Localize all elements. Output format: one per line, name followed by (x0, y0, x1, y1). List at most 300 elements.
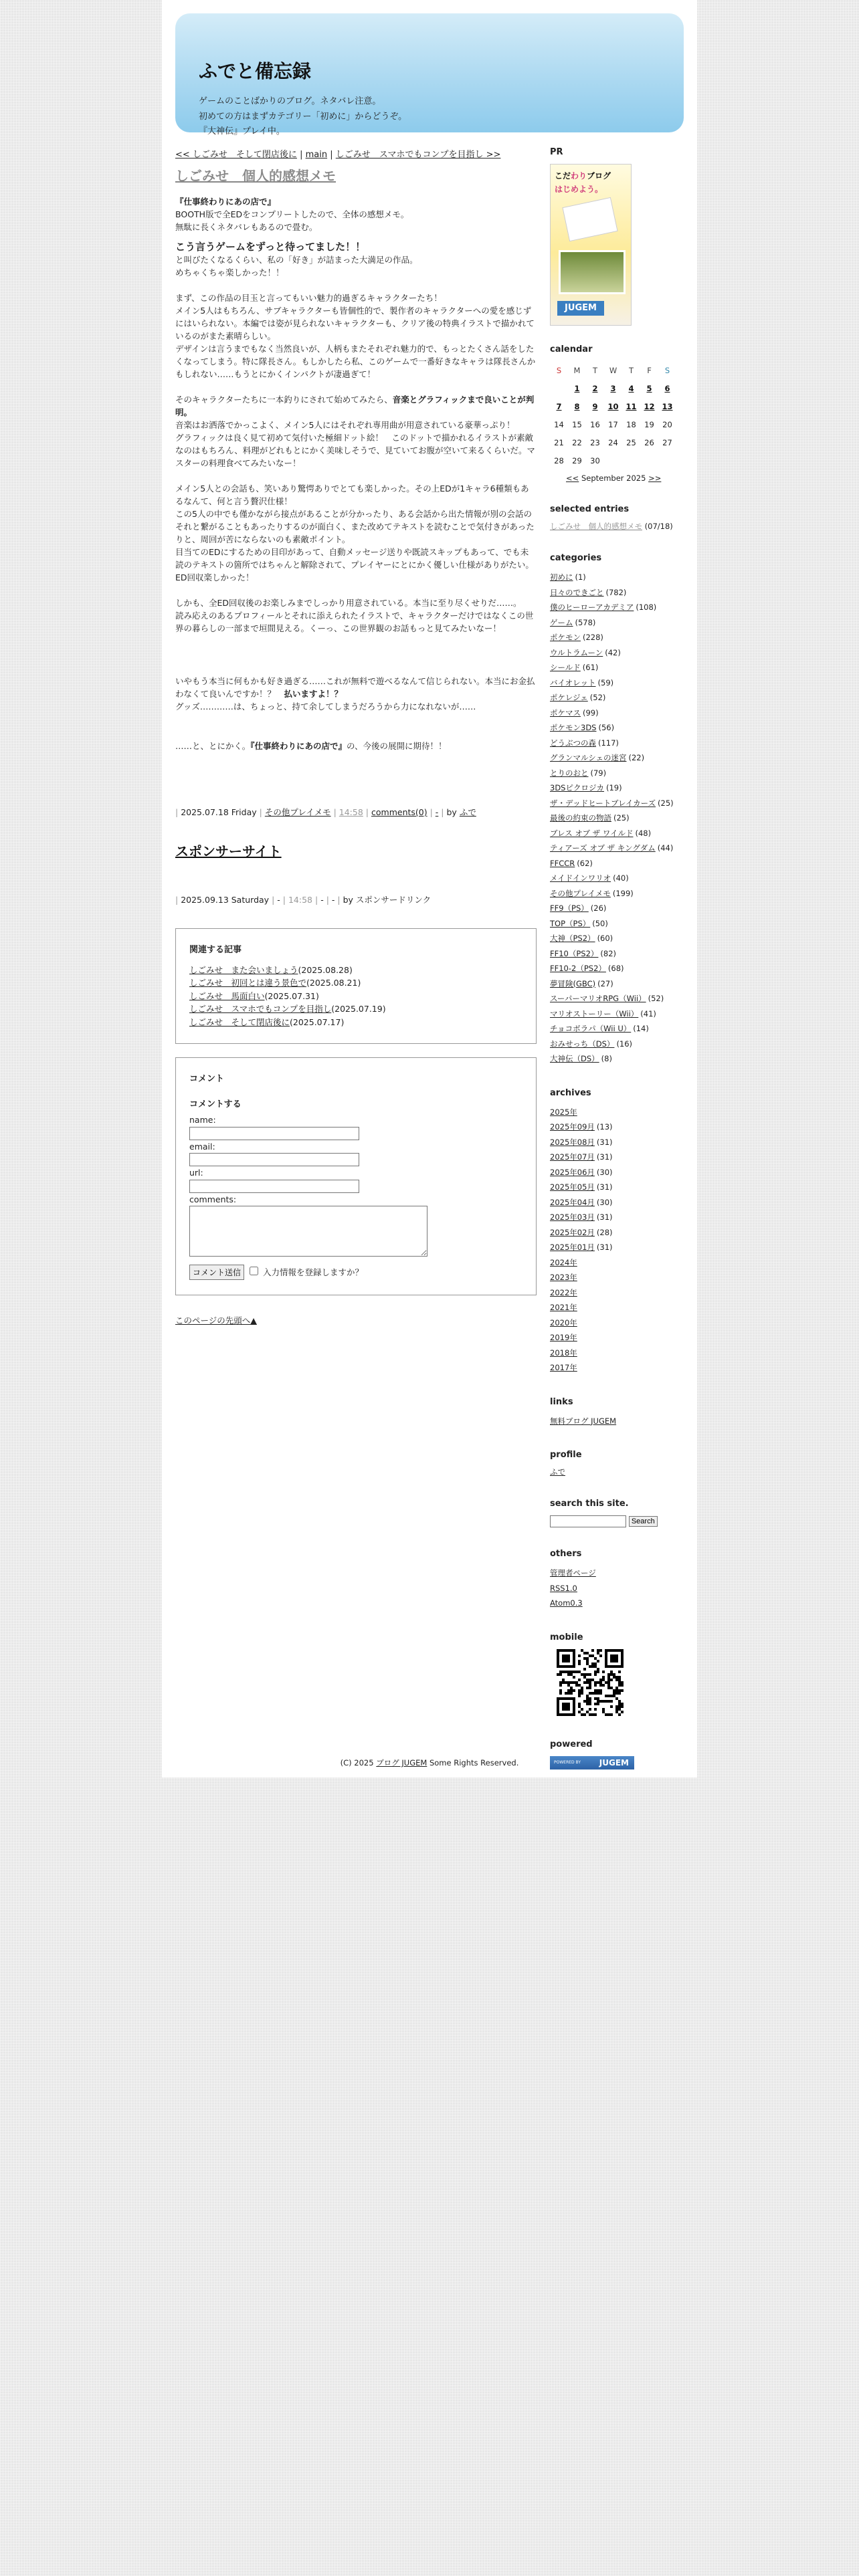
category-link[interactable]: チョコボラパ（Wii U） (550, 1024, 632, 1033)
selected-entries-section (550, 504, 684, 532)
list-item (550, 1360, 684, 1376)
calendar-day-link[interactable]: 11 (626, 401, 637, 411)
category-count: (82) (600, 948, 617, 958)
search-input[interactable] (550, 1515, 626, 1527)
list-item (550, 961, 684, 976)
calendar-weekday: M (573, 365, 581, 375)
category-count: (61) (582, 663, 599, 672)
game-title: 『仕事終わりにあの店で』 (250, 741, 347, 751)
list-item (550, 1330, 684, 1346)
calendar-day (604, 451, 622, 469)
list-item (550, 811, 684, 826)
category-link[interactable]: ザ・デッドヒートブレイカーズ (550, 798, 656, 808)
calendar-day-link[interactable]: 8 (574, 401, 580, 411)
rss-link[interactable]: RSS1.0 (550, 1583, 577, 1593)
archive-link[interactable]: 2025年09月 (550, 1122, 595, 1132)
footer (162, 1757, 697, 1768)
profile-link[interactable]: ふで (550, 1467, 565, 1477)
main-link[interactable]: main (305, 150, 328, 160)
calendar-day-linked (568, 397, 586, 415)
site-description (199, 94, 407, 140)
entry-paragraph (175, 740, 537, 752)
list-item (550, 1225, 684, 1241)
category-link[interactable]: FFCCR (550, 858, 575, 868)
calendar-next-link[interactable]: >> (648, 473, 662, 483)
calendar-day-linked (640, 379, 658, 397)
calendar-section (550, 344, 684, 483)
list-item (550, 1346, 684, 1361)
sponsor-title-link[interactable]: スポンサーサイト (175, 843, 282, 859)
category-link[interactable]: FF10（PS2） (550, 948, 599, 958)
list-item (550, 1119, 684, 1135)
header (175, 13, 684, 136)
category-count: (19) (605, 783, 622, 792)
calendar-weekday: T (592, 365, 598, 375)
category-link[interactable]: バイオレット (550, 677, 596, 687)
calendar-day: 28 (554, 455, 564, 465)
entry-paragraph (175, 195, 537, 233)
category-count: (108) (636, 603, 657, 612)
category-count: (578) (575, 617, 596, 627)
calendar-day: 21 (554, 437, 564, 447)
list-item (550, 946, 684, 962)
list-item (550, 1210, 684, 1225)
archive-link[interactable]: 2025年07月 (550, 1152, 595, 1162)
calendar-day: 18 (626, 419, 636, 429)
game-title: 『仕事終わりにあの店で』 (175, 197, 276, 207)
calendar-day-linked (604, 397, 622, 415)
list-item (550, 1315, 684, 1331)
archive-link[interactable]: 2025年06月 (550, 1167, 595, 1177)
calendar-day (658, 451, 676, 469)
calendar (550, 361, 676, 469)
category-link[interactable]: 夢冒険(GBC) (550, 978, 596, 988)
category-count: (1) (575, 572, 586, 582)
pr-banner[interactable]: こだわりブログ はじめよう。 JUGEM (550, 164, 632, 326)
list-item (550, 1021, 684, 1037)
entry-text: BOOTH版で全EDをコンプリートしたので、全体の感想メモ。 (175, 209, 409, 219)
comment-submit-button[interactable]: コメント送信 (189, 1265, 244, 1280)
pr-heading: PR (550, 147, 563, 157)
calendar-day: 15 (572, 419, 582, 429)
entry-permalink[interactable]: 14:58 (339, 807, 363, 817)
entry-text: めちゃくちゃ楽しかった！！ (175, 267, 284, 278)
category-link[interactable]: おみせっち（DS） (550, 1039, 615, 1049)
comment-section (175, 1057, 537, 1295)
sponsor-title (175, 841, 537, 860)
archive-count: (31) (596, 1243, 613, 1252)
calendar-day-link[interactable]: 2 (592, 383, 598, 393)
entry-text: 無駄に長くネタバレもあるので畳む。 (175, 222, 318, 232)
entry-emphasis: こう言うゲームをずっと待ってました！！ (175, 241, 366, 253)
calendar-weekday: S (664, 365, 670, 375)
calendar-day: 27 (662, 437, 672, 447)
category-count: (27) (597, 978, 613, 988)
remember-label: 入力情報を登録しますか？ (262, 1267, 363, 1277)
related-item (189, 976, 522, 990)
list-item (550, 1285, 684, 1301)
entry-text: そのキャラクターたちに一本釣りにされて始めてみたら、 (175, 395, 393, 405)
archive-count: (30) (596, 1197, 613, 1207)
page (162, 0, 697, 1778)
archive-link[interactable]: 2025年04月 (550, 1197, 595, 1207)
list-item (550, 630, 684, 645)
calendar-day-link[interactable]: 13 (662, 401, 673, 411)
related-date: (2025.07.19) (331, 1004, 386, 1014)
list-item (550, 1051, 684, 1067)
list-item (550, 690, 684, 706)
entry-body (175, 195, 537, 752)
related-item (189, 1016, 522, 1029)
calendar-weekday: T (628, 365, 634, 375)
others-heading: others (550, 1549, 582, 1559)
archives-heading: archives (550, 1087, 591, 1098)
calendar-day-link[interactable]: 5 (646, 383, 652, 393)
footer-rights: Some Rights Reserved. (429, 1758, 519, 1767)
category-count: (52) (589, 693, 606, 702)
calendar-day: 23 (590, 437, 600, 447)
list-item (550, 991, 684, 1006)
next-entry-link[interactable]: しごみせ スマホでもコンプを目指し >> (335, 150, 501, 160)
entry-text: 音楽はお洒落でかっこよく、メイン5人にはそれぞれ専用曲が用意されている豪華っぷり！ グラフィックは良く見て初めて気付いた極細ドット絵！ このドットで描かれるイラストが素敵なのはもちろん、料理がどれもとにかく美味しそうで、見ていてお腹が空いて来るくらいだ。マスターの料理食べてみたいなー！ (175, 420, 536, 468)
category-link[interactable]: スーパーマリオRPG（Wii） (550, 994, 646, 1003)
archive-link[interactable]: 2025年02月 (550, 1227, 595, 1237)
archive-link[interactable]: 2022年 (550, 1287, 577, 1297)
category-count: (40) (613, 873, 629, 883)
entry-title-link[interactable]: しごみせ 個人的感想メモ (175, 168, 336, 184)
list-item (550, 916, 684, 932)
entry-date: 2025.07.18 Friday (181, 807, 257, 817)
related-link[interactable]: しごみせ また会いましょう (189, 964, 298, 975)
list-item (550, 600, 684, 615)
calendar-day-link[interactable]: 12 (644, 401, 655, 411)
archive-link[interactable]: 2024年 (550, 1257, 577, 1267)
calendar-day-link[interactable]: 9 (592, 401, 598, 411)
list-item (550, 1566, 684, 1581)
list-item (550, 1596, 684, 1611)
email-label: email: (189, 1141, 215, 1152)
entry-paragraph: まず、この作品の目玉と言ってもいい魅力的過ぎるキャラクターたち！ メイン5人はもちろん、サブキャラクターも皆個性的で、製作者のキャラクターへの愛を感じずにはいられない。本編では姿が見られないキャラクターも、クリア後の特典イラストで描かれているのがまた素晴らしい。 デザインは言うまでもなく当然良いが、人柄もまたそれぞれ魅力的で、もっとたくさん話をしたくなってしまう。特に隊長さん。もしかしたら私、このゲームで一番好きなキャラは隊長さんかもしれない……もうとにかくインパクトが凄過ぎて！ (175, 293, 536, 379)
list-item (550, 660, 684, 675)
calendar-day: 26 (644, 437, 654, 447)
entry-by: by (446, 807, 457, 817)
list-item (550, 615, 684, 631)
site-description-line: ゲームのことばかりのブログ。ネタバレ注意。 (199, 96, 381, 106)
name-label: name: (189, 1115, 216, 1125)
entry-footer: | 2025.07.18 Friday | その他プレイメモ | 14:58 | comments(0) | - | by ふで (175, 807, 476, 817)
category-link[interactable]: FF10-2（PS2） (550, 964, 606, 973)
category-count: (117) (598, 738, 619, 748)
site-description-line: 初めての方はまずカテゴリー「初めに」からどうぞ。 (199, 111, 407, 122)
entry-paragraph: しかも、全ED回収後のお楽しみまでしっかり用意されている。本当に至り尽くせりだ……。 読み応えのあるプロフィールとそれに添えられたイラストで、キャラクターだけではなくこの世界の暮らしの一部まで垣間見える。くーっ、この世界観のお話もっと見てみたいなー！ (175, 598, 534, 633)
entry-text: いやもう本当に何もかも好き過ぎる……これが無料で遊べるなんて信じられない。本当にお金払わなくて良いんですか！？ (175, 676, 535, 699)
entry-category-link[interactable]: その他プレイメモ (264, 807, 331, 817)
category-link[interactable]: TOP（PS） (550, 918, 591, 928)
list-item (550, 585, 684, 601)
search-section (550, 1499, 684, 1527)
category-count: (8) (601, 1054, 612, 1063)
related-link[interactable]: しごみせ 馬面白い (189, 990, 265, 1001)
sponsor-by: by スポンサードリンク (343, 895, 432, 905)
category-link[interactable]: ウルトラムーン (550, 647, 603, 657)
category-link[interactable]: 大神（PS2） (550, 934, 595, 943)
admin-link[interactable]: 管理者ページ (550, 1568, 596, 1578)
category-link[interactable]: メイドインワリオ (550, 873, 611, 883)
site-description-line: 『大神伝』プレイ中。 (199, 126, 285, 136)
list-item (550, 1150, 684, 1165)
calendar-day-link[interactable]: 3 (610, 383, 616, 393)
category-count: (60) (597, 934, 613, 943)
category-link[interactable]: 初めに (550, 572, 573, 582)
archive-link[interactable]: 2021年 (550, 1303, 577, 1312)
pr-section (550, 147, 684, 326)
calendar-weekday: S (556, 365, 562, 375)
selected-entry-date: (07/18) (644, 522, 673, 531)
related-link[interactable]: しごみせ スマホでもコンプを目指し (189, 1004, 332, 1014)
category-count: (59) (597, 677, 614, 687)
related-date: (2025.08.21) (306, 978, 361, 988)
calendar-day: 20 (662, 419, 672, 429)
calendar-weekday: F (647, 365, 652, 375)
related-item (189, 964, 522, 977)
calendar-day (640, 451, 658, 469)
qr-code-icon (557, 1649, 624, 1716)
category-link[interactable]: 日々のできごと (550, 587, 604, 597)
category-link[interactable]: ポケマス (550, 708, 581, 718)
list-item (550, 720, 684, 736)
calendar-day: 25 (626, 437, 636, 447)
calendar-month: September 2025 (581, 473, 646, 483)
category-count: (16) (616, 1039, 633, 1049)
archive-link[interactable]: 2025年03月 (550, 1212, 595, 1222)
category-count: (22) (628, 753, 645, 762)
list-item (550, 1180, 684, 1195)
comment-form-heading: コメントする (189, 1099, 242, 1109)
calendar-day: 30 (590, 455, 600, 465)
category-count: (25) (613, 813, 630, 823)
pr-photo (559, 250, 626, 294)
categories-heading: categories (550, 553, 602, 563)
archives-section (550, 1088, 684, 1376)
archives-list (550, 1105, 684, 1376)
archive-link[interactable]: 2025年 (550, 1107, 577, 1117)
category-link[interactable]: 大神伝（DS） (550, 1054, 599, 1063)
category-link[interactable]: その他プレイメモ (550, 888, 611, 898)
categories-list (550, 570, 684, 1067)
profile-section (550, 1450, 684, 1477)
category-link[interactable]: シールド (550, 663, 581, 672)
archive-count: (31) (596, 1182, 613, 1192)
calendar-day-link[interactable]: 10 (607, 401, 619, 411)
category-link[interactable]: ブレス オブ ザ ワイルド (550, 828, 634, 838)
category-link[interactable]: ゲーム (550, 617, 573, 627)
archive-link[interactable]: 2025年08月 (550, 1137, 595, 1147)
category-count: (56) (598, 723, 615, 732)
calendar-day: 19 (644, 419, 654, 429)
list-item (550, 1300, 684, 1315)
category-link[interactable]: とりのおと (550, 768, 589, 778)
calendar-prev-link[interactable]: << (566, 473, 579, 483)
profile-heading: profile (550, 1450, 582, 1460)
list-item (550, 1105, 684, 1120)
email-input[interactable] (189, 1153, 359, 1166)
category-count: (228) (583, 633, 603, 642)
calendar-nav (550, 473, 684, 483)
list-item (550, 856, 684, 871)
category-link[interactable]: 僕のヒーローアカデミア (550, 603, 634, 612)
category-link[interactable]: どうぶつの森 (550, 738, 596, 748)
search-button[interactable]: Search (629, 1516, 658, 1527)
list-item (550, 976, 684, 992)
category-count: (44) (657, 843, 674, 853)
related-date: (2025.08.28) (298, 964, 353, 975)
list-item (550, 1240, 684, 1255)
footer-jugem-link[interactable]: ブログ JUGEM (376, 1758, 427, 1767)
related-heading: 関連する記事 (189, 945, 242, 955)
category-link[interactable]: 最後の約束の物語 (550, 813, 611, 823)
url-label: url: (189, 1168, 203, 1178)
calendar-day-linked (586, 397, 604, 415)
related-item (189, 990, 522, 1003)
category-link[interactable]: FF9（PS） (550, 903, 589, 913)
sponsor-footer: | 2025.09.13 Saturday | - | 14:58 | - | - | by スポンサードリンク (175, 895, 432, 905)
entry-text: ……と、とにかく。 (175, 741, 251, 751)
archive-count: (28) (596, 1227, 613, 1237)
powered-heading: powered (550, 1739, 593, 1749)
archive-count: (31) (596, 1137, 613, 1147)
comments-textarea[interactable] (189, 1206, 427, 1257)
site-title[interactable]: ふでと備忘録 (199, 60, 312, 82)
category-link[interactable]: 3DSピクロジカ (550, 783, 604, 792)
list-item (550, 796, 684, 811)
archive-count: (31) (596, 1152, 613, 1162)
calendar-day (622, 451, 640, 469)
related-date: (2025.07.17) (290, 1016, 345, 1027)
calendar-day-link[interactable]: 7 (556, 401, 562, 411)
list-item (550, 1270, 684, 1285)
entry-trackback-link[interactable]: - (435, 807, 439, 817)
prev-entry-link[interactable]: << しごみせ そして閉店後に (175, 150, 297, 160)
sponsor-dash: - (331, 895, 335, 905)
list-item (550, 780, 684, 796)
page-top-link[interactable]: このページの先頭へ▲ (175, 1315, 257, 1325)
category-count: (14) (633, 1024, 649, 1033)
entry-emphasis: 音楽とグラフィックまで良いことが判明。 (175, 395, 535, 417)
calendar-day-linked (622, 397, 640, 415)
category-link[interactable]: ポケレジェ (550, 693, 588, 702)
list-item (550, 766, 684, 781)
calendar-day: 22 (572, 437, 582, 447)
entry-comments-link[interactable]: comments(0) (371, 807, 427, 817)
related-entries (175, 928, 537, 1044)
category-count: (782) (605, 587, 627, 597)
url-input[interactable] (189, 1180, 359, 1193)
name-input[interactable] (189, 1127, 359, 1140)
list-item (550, 1006, 684, 1022)
powered-by-jugem-badge[interactable]: POWERED BY JUGEM (550, 1756, 634, 1769)
list-item (550, 1581, 684, 1596)
jugem-logo: JUGEM (557, 301, 604, 316)
list-item (550, 1195, 684, 1210)
archive-link[interactable]: 2023年 (550, 1273, 577, 1282)
remember-checkbox[interactable] (250, 1267, 258, 1275)
jugem-link[interactable]: 無料ブログ JUGEM (550, 1416, 617, 1426)
archive-link[interactable]: 2025年01月 (550, 1243, 595, 1252)
links-section (550, 1397, 684, 1429)
calendar-day-linked (550, 397, 568, 415)
archive-count: (31) (596, 1212, 613, 1222)
category-link[interactable]: ポケモン3DS (550, 723, 597, 732)
related-link[interactable]: しごみせ そして閉店後に (189, 1016, 290, 1027)
entry-nav (175, 147, 537, 160)
category-count: (42) (605, 647, 621, 657)
list-item (550, 570, 684, 585)
archive-count: (30) (596, 1167, 613, 1177)
category-link[interactable]: グランマルシェの迷宮 (550, 753, 627, 762)
entry-paragraph: メイン5人との会話も、笑いあり驚愕ありでとても楽しかった。その上EDが1キャラ6種類もあるなんて、何と言う贅沢仕様！ この5人の中でも僅かながら接点があることが分かったり、ある会話から出た情報が別の会話のそれと繋がることもあったりするのが面白く、また改めてテキストを読むことで気付きがあったりと、周回が苦にならないのも素敵ポイント。 目当てのEDにするための目印があって、自動メッセージ送りや既読スキップもあって、でも未読のテキストの箇所ではちゃんと解除されて、プレイヤーにとにかく優しい仕様がありがたい。ED回収楽しかった！ (175, 484, 535, 582)
category-count: (62) (577, 858, 593, 868)
category-count: (25) (658, 798, 674, 808)
archive-link[interactable]: 2019年 (550, 1333, 577, 1342)
main-column (175, 147, 537, 1326)
selected-heading: selected entries (550, 504, 630, 514)
category-count: (50) (592, 918, 608, 928)
category-count: (79) (590, 768, 607, 778)
category-link[interactable]: マリオストーリー（Wii） (550, 1008, 639, 1018)
archive-link[interactable]: 2018年 (550, 1348, 577, 1358)
archive-link[interactable]: 2020年 (550, 1317, 577, 1327)
entry-text: の、今後の展開に期待！！ (347, 741, 447, 751)
category-count: (48) (635, 828, 652, 838)
category-count: (68) (607, 964, 624, 973)
calendar-day-link[interactable]: 1 (574, 383, 580, 393)
selected-entry-link[interactable]: しごみせ 個人的感想メモ (550, 522, 642, 531)
archive-link[interactable]: 2017年 (550, 1363, 577, 1372)
calendar-day: 14 (554, 419, 564, 429)
calendar-day: 29 (572, 455, 582, 465)
category-count: (26) (590, 903, 607, 913)
footer-copyright: (C) 2025 (340, 1758, 374, 1767)
related-link[interactable]: しごみせ 初回とは違う景色で (189, 978, 307, 988)
category-count: (52) (648, 994, 664, 1003)
calendar-day-link[interactable]: 4 (628, 383, 634, 393)
links-heading: links (550, 1396, 573, 1407)
entry-title (175, 165, 537, 185)
category-link[interactable]: ティアーズ オブ ザ キングダム (550, 843, 656, 853)
list-item (550, 886, 684, 901)
atom-link[interactable]: Atom0.3 (550, 1598, 583, 1608)
comments-label: comments: (189, 1194, 237, 1204)
list-item (550, 841, 684, 856)
calendar-heading: calendar (550, 344, 593, 354)
categories-section (550, 553, 684, 1067)
calendar-day-link[interactable]: 6 (664, 383, 670, 393)
entry-author-link[interactable]: ふで (459, 807, 476, 817)
calendar-day (550, 379, 568, 397)
list-item (550, 706, 684, 721)
calendar-weekday: W (609, 365, 617, 375)
paper-illustration (562, 197, 617, 241)
calendar-day-linked (604, 379, 622, 397)
archive-link[interactable]: 2025年05月 (550, 1182, 595, 1192)
calendar-day: 24 (608, 437, 618, 447)
list-item (550, 826, 684, 841)
entry-paragraph (175, 393, 537, 469)
list-item (550, 736, 684, 751)
sponsor-date: 2025.09.13 Saturday (181, 895, 270, 905)
category-link[interactable]: ポケモン (550, 633, 581, 642)
calendar-day-linked (586, 379, 604, 397)
